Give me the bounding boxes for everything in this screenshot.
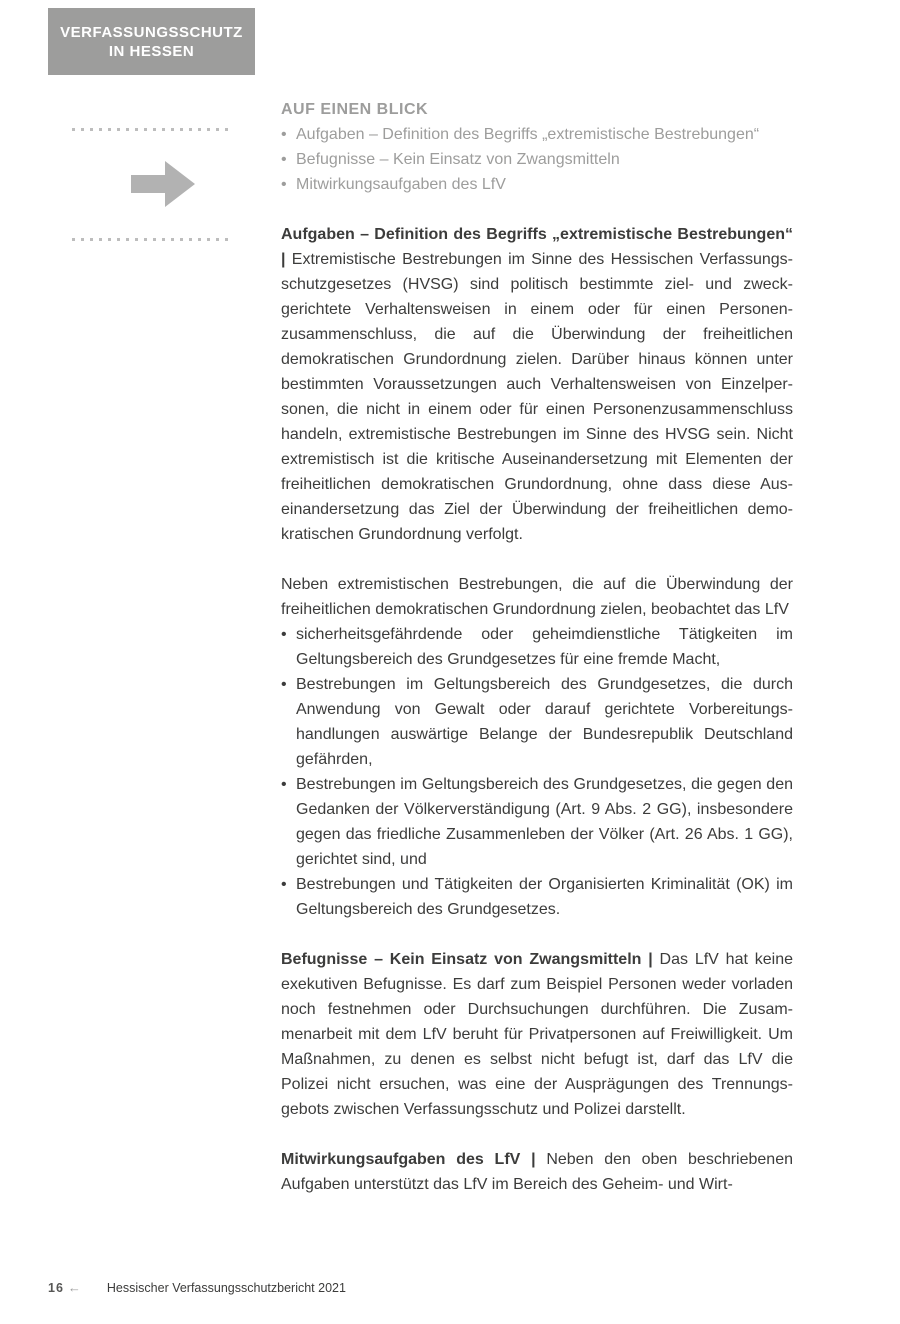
page-footer (48, 1280, 346, 1296)
brand-line1: VERFASSUNGSSCHUTZ (60, 23, 243, 41)
paragraph-aufgaben (281, 222, 793, 547)
paragraph-aufgaben-lead: Aufgaben – Definition des Begriffs „extremistische Bestrebungen“ | (281, 226, 793, 268)
paragraph-mitwirkung (281, 1147, 793, 1197)
back-arrow-icon: ← (67, 1280, 81, 1295)
beobachtung-list-item: • sicherheitsgefährdende oder geheimdienstliche Tätigkeiten im Geltungsbereich des Grundgesetzes für eine fremde Macht, (281, 622, 793, 672)
at-a-glance-item: • Mitwirkungsaufgaben des LfV (281, 172, 793, 197)
beobachtung-list (281, 622, 793, 922)
beobachtung-list-item: • Bestrebungen und Tätigkeiten der Organisierten Kriminalität (OK) im Geltungsbereich des Grundgesetzes. (281, 872, 793, 922)
paragraph-mitwirkung-text: Neben den oben beschriebenen Aufgaben unterstützt das LfV im Bereich des Geheim- und Wirt- (281, 1151, 793, 1193)
content-column (281, 97, 793, 1197)
dotted-divider-bottom (72, 238, 228, 241)
at-a-glance-box (281, 97, 793, 197)
at-a-glance-title: AUF EINEN BLICK (281, 101, 429, 118)
paragraph-aufgaben-text: Extremistische Bestrebungen im Sinne des Hessischen Verfassungsschutzgesetzes (HVSG) sind politisch bestimmte ziel- und zweckgerichtete Verhaltensweisen in einem oder für einen Personenzusammenschluss, die auf die Überwindung der freiheitlichen demokratischen Grundordnung zielen. Darüber hinaus können unter bestimmten Voraussetzungen auch Verhaltensweisen von Einzelpersonen, die nicht in einem oder für einen Personenzusammenschluss handeln, extremistische Bestrebungen im Sinne des HVSG sein. Nicht extremistisch ist die kritische Auseinandersetzung mit Elementen der freiheitlichen demokratischen Grundordnung, ohne dass diese Auseinandersetzung das Ziel der Überwindung der freiheitlichen demokratischen Grundordnung verfolgt. (281, 251, 793, 543)
at-a-glance-item: • Aufgaben – Definition des Begriffs „extremistische Bestrebungen“ (281, 122, 793, 147)
brand-line2: IN HESSEN (108, 42, 195, 60)
paragraph-beobachtung-intro: Neben extremistischen Bestrebungen, die auf die Überwindung der freiheitlichen demokratischen Grundordnung zielen, beobachtet das LfV (281, 576, 793, 618)
arrow-right-icon (131, 158, 197, 210)
dotted-divider-top (72, 128, 228, 131)
at-a-glance-item: • Befugnisse – Kein Einsatz von Zwangsmitteln (281, 147, 793, 172)
paragraph-befugnisse-text: Das LfV hat keine exekutiven Befugnisse. Es darf zum Beispiel Personen weder vorladen noch festnehmen oder Durchsuchungen durchführen. Die Zusammenarbeit mit dem LfV beruht für Privatpersonen auf Freiwilligkeit. Um Maßnahmen, zu denen es selbst nicht befugt ist, darf das LfV die Polizei nicht ersuchen, was eine der Ausprägungen des Trennungsgebots zwischen Verfassungsschutz und Polizei darstellt. (281, 951, 793, 1118)
page-number: 16 (48, 1281, 64, 1295)
beobachtung-list-item: • Bestrebungen im Geltungsbereich des Grundgesetzes, die gegen den Gedanken der Völkerverständigung (Art. 9 Abs. 2 GG), insbesondere gegen das friedliche Zusammenleben der Völker (Art. 26 Abs. 1 GG), gerichtet sind, und (281, 772, 793, 872)
brand-box (48, 8, 255, 75)
paragraph-befugnisse (281, 947, 793, 1122)
paragraph-mitwirkung-lead: Mitwirkungsaufgaben des LfV | (281, 1151, 536, 1168)
paragraph-befugnisse-lead: Befugnisse – Kein Einsatz von Zwangsmitteln | (281, 951, 653, 968)
beobachtung-list-item: • Bestrebungen im Geltungsbereich des Grundgesetzes, die durch Anwendung von Gewalt oder darauf gerichtete Vorbereitungshandlungen auswärtige Belange der Bundesrepublik Deutschland gefährden, (281, 672, 793, 772)
at-a-glance-list (281, 122, 793, 197)
report-title: Hessischer Verfassungsschutzbericht 2021 (106, 1281, 346, 1295)
